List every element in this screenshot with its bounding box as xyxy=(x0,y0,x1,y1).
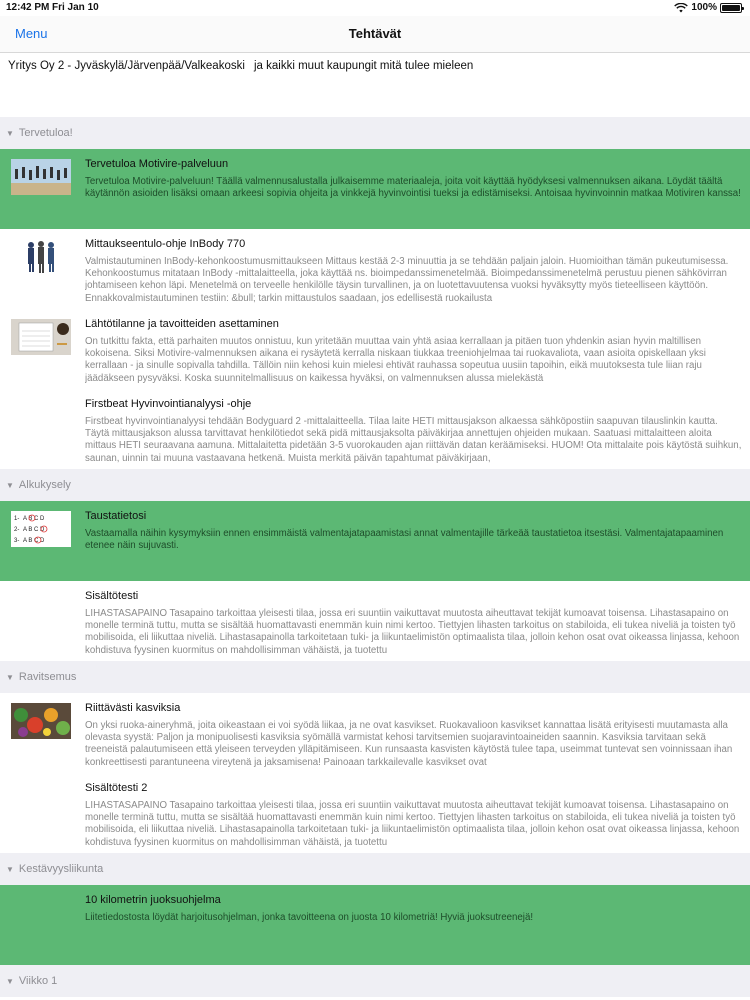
status-date: Fri Jan 10 xyxy=(52,2,99,13)
item-description: Vastaamalla näihin kysymyksiin ennen ensimmäistä valmentajatapaamistasi annat valmentajille tärkeää taustatietoa itsestäsi. Valmentajatapaaminen etenee näin sujuvasti. xyxy=(85,528,724,552)
item-title: Tervetuloa Motivire-palveluun xyxy=(85,158,229,170)
item-description: Liitetiedostosta löydät harjoitusohjelman, jonka tavoitteena on juosta 10 kilometriä! Hyviä juoksutreenejä! xyxy=(85,912,534,923)
section-title: Tervetuloa! xyxy=(18,127,73,139)
item-description: LIHASTASAPAINO Tasapaino tarkoittaa yleisesti tilaa, jossa eri suuntiin vaikuttavat muutosta aiheuttavat tekijät kumoavat toisensa. Lihastasapaino on monelle terminä tuttu, mutta se sisältää huomattavasti enemmän kuin nimi kertoo. Tiettyjen lihasten tarkoitus on stabiloida, eli tukea niveliä ja toisten työ mobilisoida, eli liikuttaa niveliä. Lihastasapainolla tarkoitetaan tuki- ja liikuntaelimistön optimaalista tilaa, jolloin kehon osat ovat oikeassa linjassa, kehoon kohdistuva fyysinen kuormitus on mahdollisimman vähäistä, ja tuotettu xyxy=(85,800,740,848)
menu-button[interactable]: Menu xyxy=(15,26,48,41)
item-title: Mittaukseentulo-ohje InBody 770 xyxy=(85,238,246,250)
list-item[interactable] xyxy=(0,885,750,965)
item-title: Lähtötilanne ja tavoitteiden asettaminen xyxy=(85,318,279,330)
item-title: Sisältötesti 2 xyxy=(85,782,148,794)
section-header-alkukysely[interactable] xyxy=(0,469,750,501)
section-header-kestavyysliikunta[interactable] xyxy=(0,853,750,885)
item-title: Riittävästi kasviksia xyxy=(85,702,181,714)
battery-icon xyxy=(720,3,742,13)
list-item[interactable] xyxy=(0,229,750,309)
list-item[interactable] xyxy=(0,389,750,469)
task-list[interactable] xyxy=(0,117,750,1000)
list-item[interactable] xyxy=(0,581,750,661)
list-item[interactable] xyxy=(0,149,750,229)
svg-text:1-: 1- xyxy=(14,516,20,522)
list-item[interactable] xyxy=(0,501,750,581)
list-item[interactable] xyxy=(0,693,750,773)
chevron-down-icon: ▼ xyxy=(6,128,14,138)
item-title: 10 kilometrin juoksuohjelma xyxy=(85,894,221,906)
svg-text:3-: 3- xyxy=(14,538,20,544)
notebook-plan-thumbnail xyxy=(11,319,71,355)
item-title: Sisältötesti xyxy=(85,590,139,602)
item-description: Valmistautuminen InBody-kehonkoostumusmittaukseen Mittaus kestää 2-3 minuuttia ja se tehdään paljain jaloin. Huomioithan tämän pukeutumisessa. Kehonkoostumus mitataan InBody -mittalaitteella, joka käyttää ns. bioimpedanssimenetelmää. Bioimpedanssimenetelmä perustuu pienen sähkövirran johtamiseen kehon läpi. Menetelmä on terveelle henkilölle täysin turvallinen, ja on luotettavuutensa vuoksi hyväksytty myös tieteelliseen käyttöön. Ennakkovalmistautuminen testiin: &bull; tarkin mittaustulos saadaan, jos edellisestä ruokailusta xyxy=(85,256,729,304)
company-name: Yritys Oy 2 - Jyväskylä/Järvenpää/Valkeakoski xyxy=(8,60,245,72)
item-title: Firstbeat Hyvinvointianalyysi -ohje xyxy=(85,398,252,410)
people-standing-thumbnail xyxy=(11,239,71,275)
section-title: Viikko 1 xyxy=(18,975,58,987)
section-header-ravitsemus[interactable] xyxy=(0,661,750,693)
section-header-viikko-1[interactable] xyxy=(0,965,750,997)
quiz-sheet-thumbnail xyxy=(11,511,71,547)
battery-percent: 100% xyxy=(691,2,717,13)
item-description: Tervetuloa Motivire-palveluun! Täällä valmennusalustalla julkaisemme materiaaleja, joita voit käyttää hyödyksesi valmennuksen aikana. Löydät täältä käytännön asioiden lisäksi omaan arkeesi sopivia ohjeita ja vinkkejä hyvinvointisi tueksi ja edistämiseksi. Antoisaa hyvinvoinnin matkaa Motiviren kanssa! xyxy=(85,176,741,200)
status-right xyxy=(674,2,742,13)
svg-text:A B C D: A B C D xyxy=(23,527,45,533)
status-bar xyxy=(0,0,750,16)
svg-text:2-: 2- xyxy=(14,527,20,533)
page-title: Tehtävät xyxy=(348,26,402,41)
section-header-tervetuloa[interactable] xyxy=(0,117,750,149)
vegetables-thumbnail xyxy=(11,703,71,739)
section-title: Ravitsemus xyxy=(18,671,77,683)
item-description: On tutkittu fakta, että parhaiten muutos onnistuu, kun yritetään muuttaa vain yhtä asiaa kerrallaan ja pitäen tuon yhdenkin asian hyvin maltillisen kokoisena. Siksi Motivire-valmennuksen aikana ei rysäytetä kerralla niskaan tiukkaa treeniohjelmaa tai ruokavaliota, vaan asioita opiskellaan yksi kerrallaan - ja sinulle sopivalla tahdilla. Tällöin niin kehosi kuin mielesi ehtivät rauhassa sopeutua uusiin tapoihin, eikä muutoksesta tule liian raju jäädäkseen pysyväksi. Koska suunnitelmallisuus on kaikessa hyväksi, on valmennuksen alussa mielekästä xyxy=(85,336,706,384)
section-title: Alkukysely xyxy=(18,479,71,491)
list-item[interactable] xyxy=(0,309,750,389)
company-info xyxy=(0,53,750,117)
chevron-down-icon: ▼ xyxy=(6,672,14,682)
list-item[interactable] xyxy=(0,773,750,853)
section-title: Kestävyysliikunta xyxy=(18,863,104,875)
status-time: 12:42 PM xyxy=(6,2,50,13)
svg-text:A B C D: A B C D xyxy=(23,538,45,544)
item-title: Taustatietosi xyxy=(85,510,147,522)
wifi-icon xyxy=(674,3,688,13)
navigation-bar xyxy=(0,16,750,53)
svg-text:A B C D: A B C D xyxy=(23,516,45,522)
item-description: On yksi ruoka-aineryhmä, joita oikeastaan ei voi syödä liikaa, ja ne ovat kasvikset. Ruokavalioon kasvikset kannattaa lisätä erityisesti muutamasta alla olevasta syystä: Paljon ja monipuolisesti kasviksia syömällä varmistat kehosi tarvitsemien suojaravintoaineiden saannin. Kasviksia tarvitaan sekä treeneistä palautumiseen että yleiseen terveyden ylläpitämiseen. Kun runsaasta kasvisten käytöstä tulee tapa, useimmat tuntevat sen voinnissaan ihan konkreettisesti parantuneena vireytenä ja jaksamisena! Painoaan tarkkailevalle kasvikset ovat xyxy=(85,720,733,768)
chevron-down-icon: ▼ xyxy=(6,480,14,490)
item-description: Firstbeat hyvinvointianalyysi tehdään Bodyguard 2 -mittalaitteella. Tilaa laite HETI mittausjakson alkaessa sähköpostiin saapuvan tilauslinkin kautta. Täytä mittausjakson alussa tarvittavat henkilötiedot sekä pidä mittausjaksolta päiväkirjaa annettujen ohjeiden mukaan. Saatuasi mittalaitteen aloita mittaus HETI seuraavana aamuna. Mittalaitetta pidetään 3-5 vuorokauden ajan riittävän datan keräämiseksi. HUOM! Ota mittalaite pois käytöstä suihkun, saunan, uinnin tai muuna vastaavana hetkenä. Muista merkitä päivän tapahtumat päiväkirjaan, xyxy=(85,416,742,464)
jumping-people-thumbnail xyxy=(11,159,71,195)
item-description: LIHASTASAPAINO Tasapaino tarkoittaa yleisesti tilaa, jossa eri suuntiin vaikuttavat muutosta aiheuttavat tekijät kumoavat toisensa. Lihastasapaino on monelle terminä tuttu, mutta se sisältää huomattavasti enemmän kuin nimi kertoo. Tiettyjen lihasten tarkoitus on stabiloida, eli tukea niveliä ja toisten työ mobilisoida, eli liikuttaa niveliä. Lihastasapainolla tarkoitetaan tuki- ja liikuntaelimistön optimaalista tilaa, jolloin kehon osat ovat oikeassa linjassa, kehoon kohdistuva fyysinen kuormitus on mahdollisimman vähäistä, ja tuotettu xyxy=(85,608,740,656)
chevron-down-icon: ▼ xyxy=(6,976,14,986)
company-note: ja kaikki muut kaupungit mitä tulee mieleen xyxy=(254,60,474,72)
chevron-down-icon: ▼ xyxy=(6,864,14,874)
